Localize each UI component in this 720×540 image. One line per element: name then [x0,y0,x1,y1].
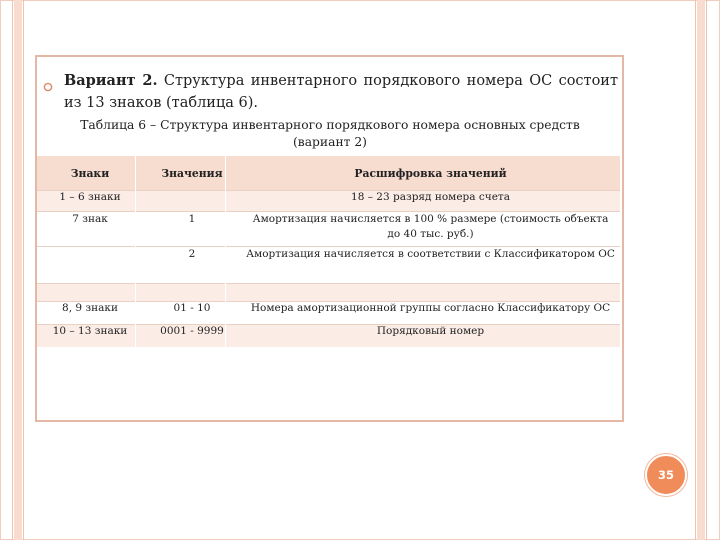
right-decor-line [706,0,707,540]
variant-label: Вариант 2. [64,72,158,89]
cell-value: 0001 - 9999 [143,325,241,348]
cell-signs [37,247,143,284]
table-row [37,247,620,284]
cell-value [143,191,241,212]
cell-signs [37,284,143,302]
header-signs: Знаки [37,156,143,191]
structure-table-wrapper [37,156,620,370]
cell-meaning [241,284,620,302]
header-values: Значения [143,156,241,191]
cell-signs: 1 – 6 знаки [37,191,143,212]
cell-signs: 7 знак [37,212,143,247]
table-row [37,284,620,302]
table-caption [60,117,600,151]
table-row [37,325,620,348]
main-paragraph [64,70,618,114]
cell-meaning: Амортизация начисляется в 100 % размере (стоимость объекта до 40 тыс. руб.) [241,212,620,247]
left-decor-line [23,0,24,540]
paragraph-body: Структура инвентарного порядкового номера ОС состоит из 13 знаков (таблица 6). [64,73,618,111]
cell-value [143,284,241,302]
caption-line-1: Таблица 6 – Структура инвентарного порядкового номера основных средств [80,118,580,132]
cell-meaning: 18 – 23 разряд номера счета [241,191,620,212]
structure-table [37,156,620,347]
table-row [37,302,620,325]
right-decor-line [695,0,696,540]
cell-signs: 10 – 13 знаки [37,325,143,348]
cell-meaning: Порядковый номер [241,325,620,348]
cell-value: 1 [143,212,241,247]
cell-meaning: Номера амортизационной группы согласно Классификатору ОС [241,302,620,325]
cell-meaning: Амортизация начисляется в соответствии с Классификатором ОС [241,247,620,284]
table-row [37,191,620,212]
table-row [37,212,620,247]
bullet-icon [43,82,53,92]
caption-line-2: (вариант 2) [293,135,367,149]
page-number-badge: 35 [645,454,687,496]
header-meaning: Расшифровка значений [241,156,620,191]
cell-value: 2 [143,247,241,284]
cell-signs: 8, 9 знаки [37,302,143,325]
table-header-row [37,156,620,191]
right-decor-bar [697,0,705,540]
cell-value: 01 - 10 [143,302,241,325]
left-decor-bar [14,0,22,540]
left-decor-line [12,0,13,540]
